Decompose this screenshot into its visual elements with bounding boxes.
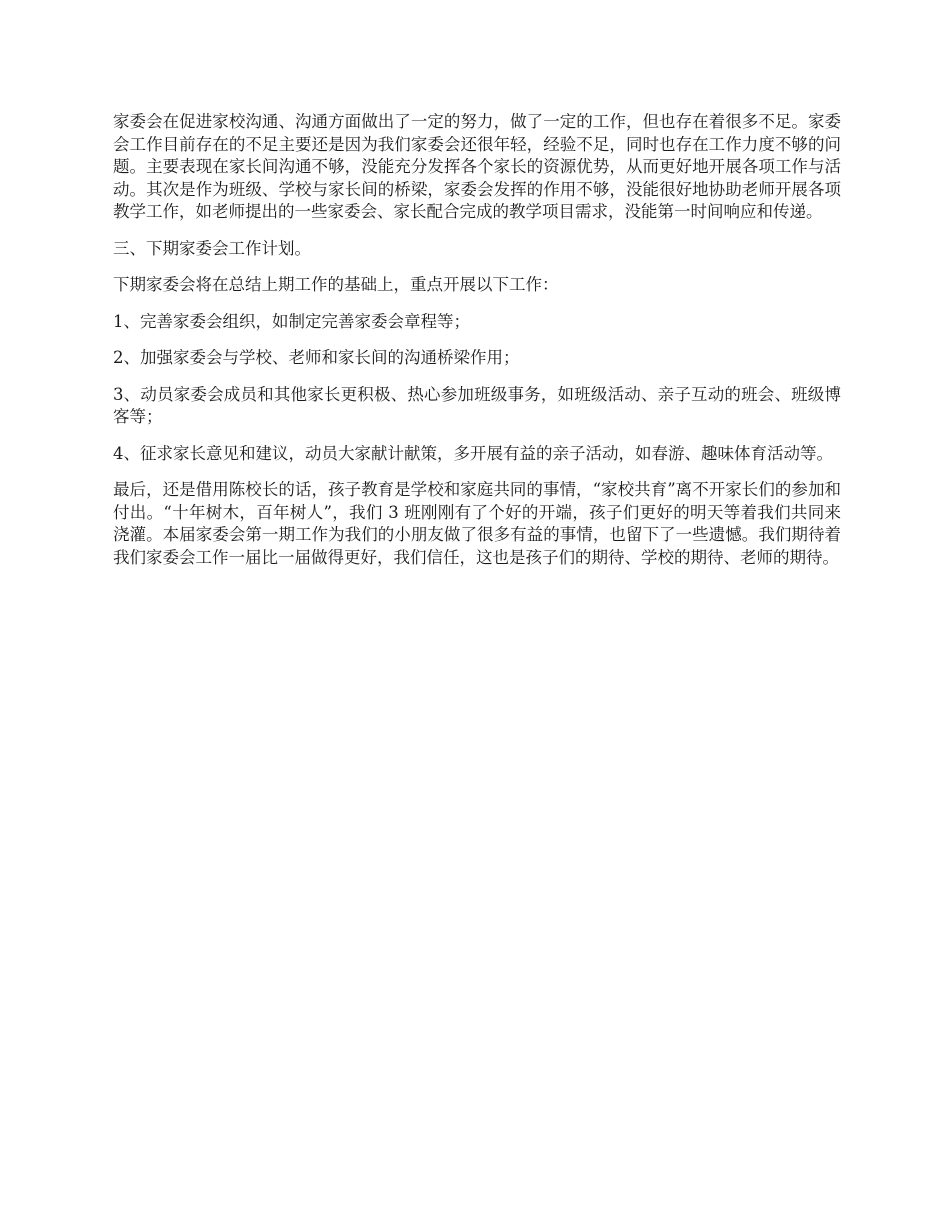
list-item-4: 4、征求家长意见和建议，动员大家献计献策，多开展有益的亲子活动，如春游、趣味体育活动等。 [113, 443, 833, 463]
document-body [113, 111, 841, 583]
section-heading-next-term-plan: 三、下期家委会工作计划。 [113, 238, 311, 258]
list-item-2: 2、加强家委会与学校、老师和家长间的沟通桥梁作用； [113, 348, 520, 367]
paragraph-plan-intro: 下期家委会将在总结上期工作的基础上，重点开展以下工作： [113, 275, 559, 294]
paragraph-shortcomings: 家委会在促进家校沟通、沟通方面做出了一定的努力，做了一定的工作，但也存在着很多不足。家委会工作目前存在的不足主要还是因为我们家委会还很年轻，经验不足，同时也存在工作力度不够的问题。主要表现在家长间沟通不够，没能充分发挥各个家长的资源优势，从而更好地开展各项工作与活动。其次是作为班级、学校与家长间的桥梁，家委会发挥的作用不够，没能很好地协助老师开展各项教学工作，如老师提出的一些家委会、家长配合完成的教学项目需求，没能第一时间响应和传递。 [113, 112, 841, 221]
list-item-3: 3、动员家委会成员和其他家长更积极、热心参加班级事务，如班级活动、亲子互动的班会、班级博客等； [113, 384, 841, 426]
list-item-1: 1、完善家委会组织，如制定完善家委会章程等； [113, 311, 470, 331]
paragraph-conclusion: 最后，还是借用陈校长的话，孩子教育是学校和家庭共同的事情，“家校共育”离不开家长们的参加和付出。“十年树木，百年树人”，我们 3 班刚刚有了个好的开端，孩子们更好的明天等着我们共同来浇灌。本届家委会第一期工作为我们的小朋友做了很多有益的事情，也留下了一些遗憾。我们期待着我们家委会工作一届比一届做得更好，我们信任，这也是孩子们的期待、学校的期待、老师的期待。 [113, 480, 841, 567]
